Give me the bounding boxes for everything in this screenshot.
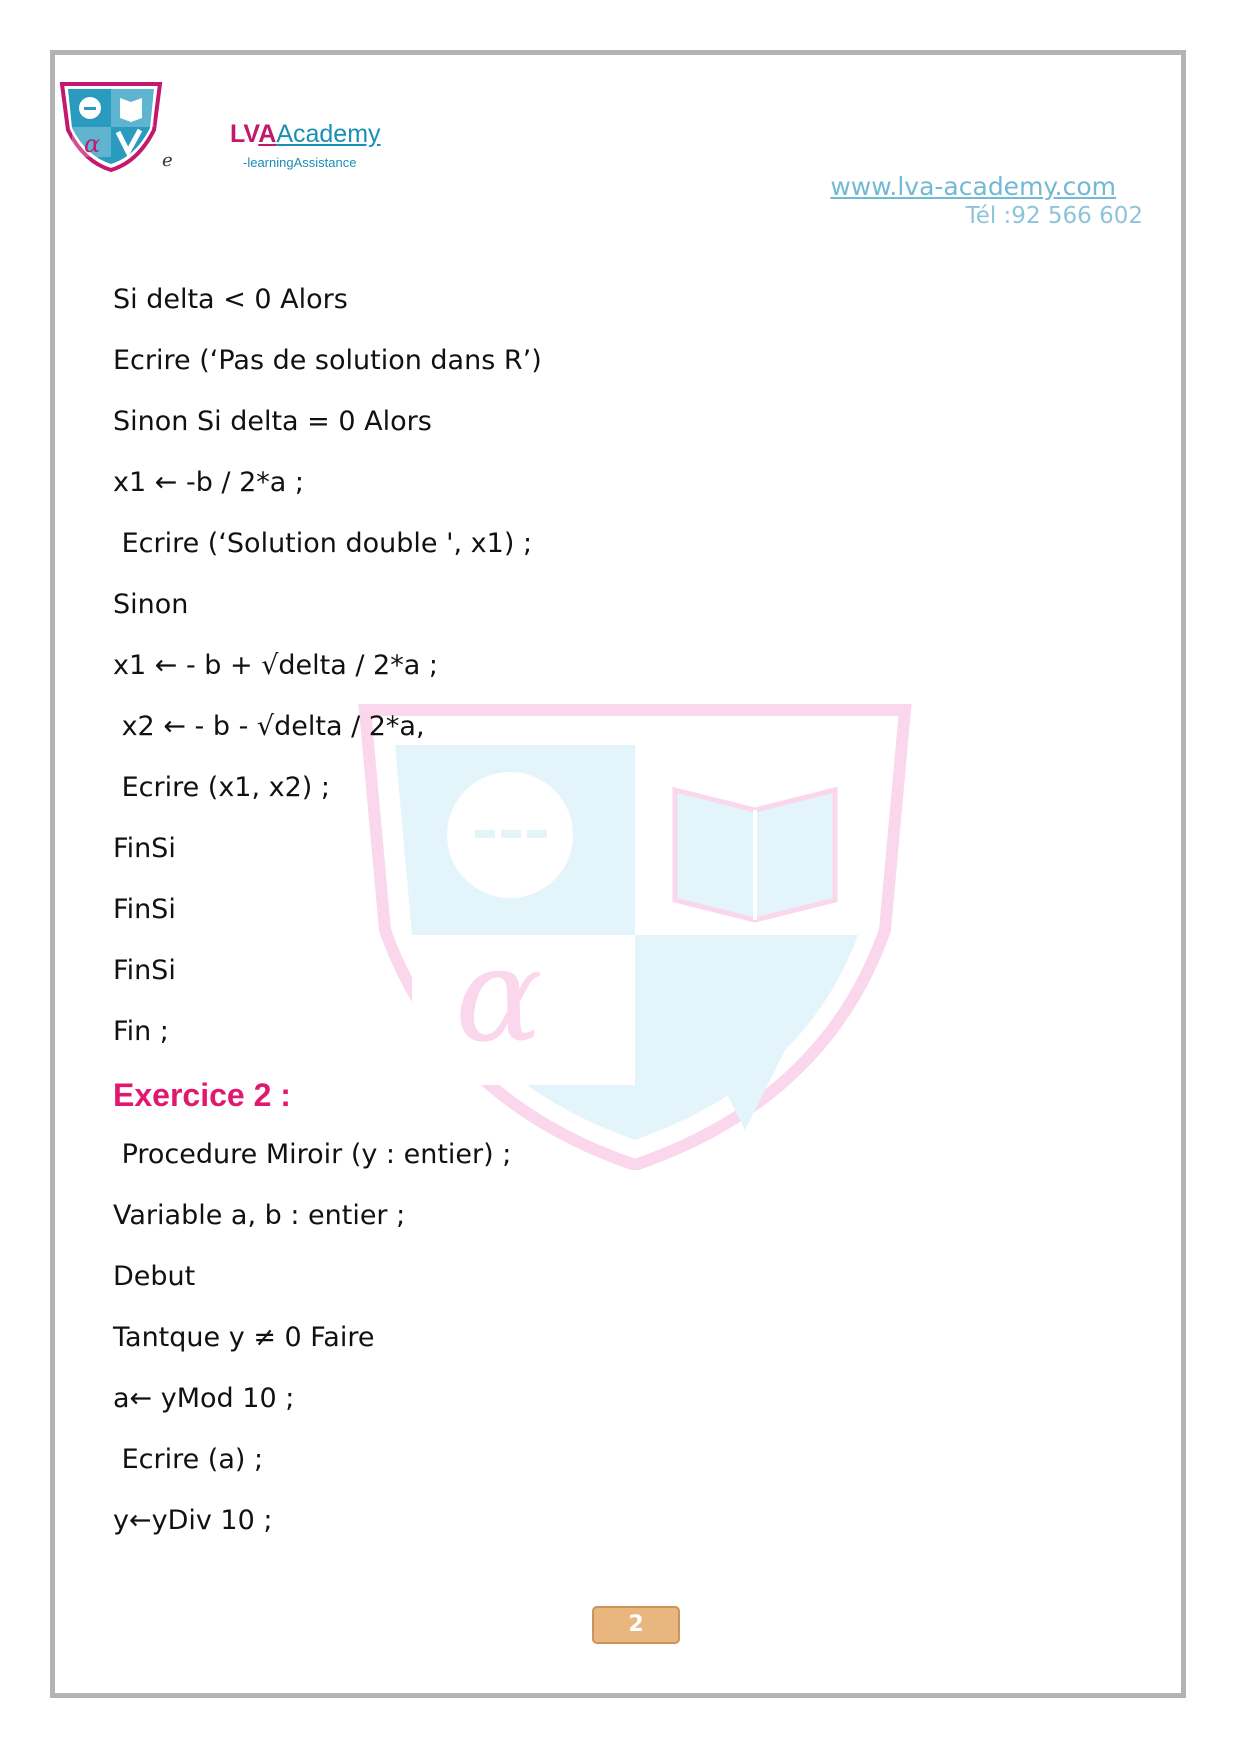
code-line: x1 ← -b / 2*a ;	[113, 467, 304, 498]
code-line: Debut	[113, 1261, 196, 1292]
code-line: Sinon	[113, 589, 189, 620]
exercise-heading: Exercice 2 :	[113, 1077, 291, 1113]
code-line: x2 ← - b - √delta / 2*a,	[113, 711, 425, 742]
code-line: FinSi	[113, 894, 176, 925]
code-line: Variable a, b : entier ;	[113, 1200, 406, 1231]
code-line: a← yMod 10 ;	[113, 1383, 295, 1414]
svg-text:α: α	[84, 130, 101, 158]
brand-a: A	[258, 120, 277, 148]
phone-number: Tél :92 566 602	[965, 203, 1143, 229]
code-line: Ecrire (‘Pas de solution dans R’)	[113, 345, 542, 376]
page-number: 2	[592, 1606, 680, 1644]
code-line: x1 ← - b + √delta / 2*a ;	[113, 650, 438, 681]
page-content	[113, 280, 1113, 1562]
code-line: Tantque y ≠ 0 Faire	[113, 1322, 375, 1353]
code-line: Ecrire (x1, x2) ;	[113, 772, 331, 803]
code-line: y←yDiv 10 ;	[113, 1505, 273, 1536]
svg-text:α: α	[455, 919, 543, 1071]
code-line: Fin ;	[113, 1016, 169, 1047]
code-line: Ecrire (‘Solution double ', x1) ;	[113, 528, 533, 559]
code-line: Si delta < 0 Alors	[113, 284, 348, 315]
code-line: FinSi	[113, 833, 176, 864]
brand-name	[230, 120, 381, 149]
code-line: Sinon Si delta = 0 Alors	[113, 406, 432, 437]
code-line: Ecrire (a) ;	[113, 1444, 264, 1475]
code-line: Procedure Miroir (y : entier) ;	[113, 1139, 512, 1170]
website-link[interactable]: www.lva-academy.com	[830, 172, 1116, 201]
code-line: FinSi	[113, 955, 176, 986]
brand-tagline: -learningAssistance	[243, 155, 357, 170]
brand-lv: LV	[230, 120, 259, 148]
academy-logo-icon	[58, 80, 164, 172]
brand-academy: Academy	[276, 120, 381, 148]
logo-e: e	[162, 150, 173, 171]
